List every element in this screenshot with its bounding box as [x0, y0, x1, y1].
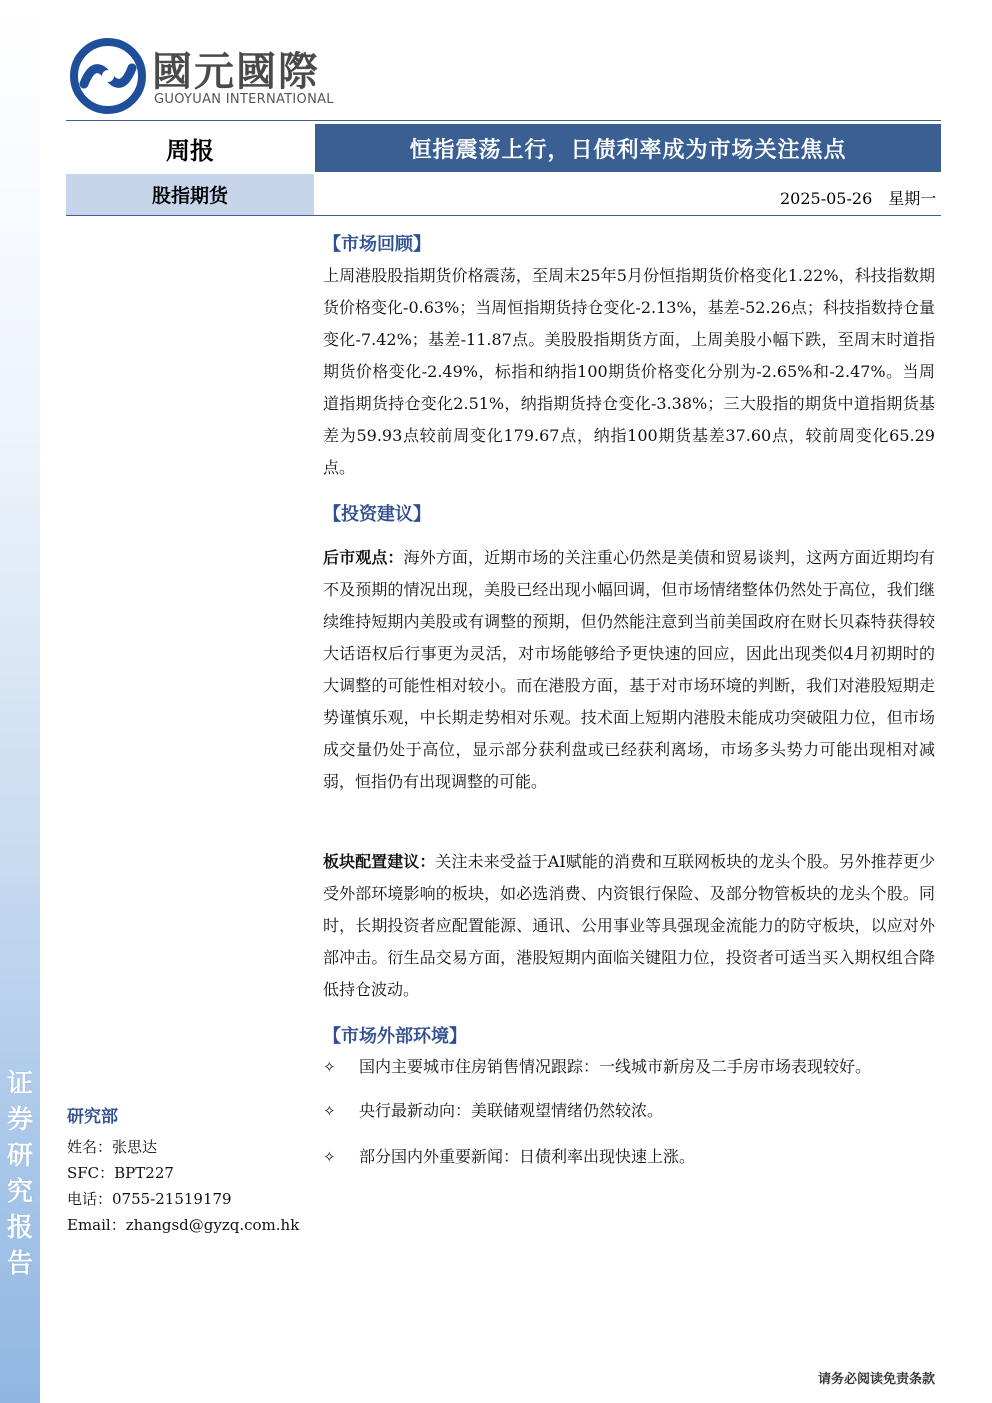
- external-env-title: 【市场外部环境】: [323, 1026, 467, 1047]
- diamond-bullet-icon: ✧: [323, 1058, 336, 1076]
- vertical-char: 券: [6, 1105, 33, 1135]
- vertical-char: 究: [6, 1177, 33, 1207]
- logo-mark-icon: [70, 38, 146, 114]
- list-item-text: 国内主要城市住房销售情况跟踪：一线城市新房及二手房市场表现较好。: [359, 1057, 872, 1076]
- market-review-text: 上周港股股指期货价格震荡，至周末25年5月份恒指期货价格变化1.22%，科技指数期货价格变化-0.63%；当周恒指期货持仓变化-2.13%，基差-52.26点；科技指数持仓量变化-7.42%；基差-11.87点。美股股指期货方面，上周美股小幅下跌，至周末时道指期货价格变化-2.49%，标指和纳指100期货价格变化分别为-2.65%和-2.47%。当周道指期货持仓变化2.51%，纳指期货持仓变化-3.38%；三大股指的期货中道指期货基差为59.93点较前周变化179.67点，纳指100期货基差37.60点，较前周变化65.29点。: [323, 266, 935, 477]
- market-review-title: 【市场回顾】: [323, 234, 431, 255]
- vertical-char: 证: [6, 1069, 33, 1099]
- report-date: 2025-05-26 星期一: [780, 189, 937, 208]
- list-item-text: 部分国内外重要新闻：日债利率出现快速上涨。: [359, 1147, 696, 1166]
- header-top-rule: [66, 120, 941, 121]
- list-item: [323, 1055, 943, 1079]
- analyst-name: 姓名：张思达: [67, 1138, 158, 1156]
- list-item-text: 央行最新动向：美联储观望情绪仍然较浓。: [359, 1101, 664, 1120]
- report-type: 周报: [166, 135, 214, 165]
- investment-advice-title: 【投资建议】: [323, 504, 431, 525]
- logo-name-en: GUOYUAN INTERNATIONAL: [154, 92, 334, 107]
- dept-name: 研究部: [67, 1107, 118, 1127]
- analyst-phone: 电话：0755-21519179: [67, 1190, 232, 1208]
- disclaimer-link[interactable]: 请务必阅读免责条款: [818, 1372, 936, 1387]
- analyst-sfc: SFC：BPT227: [67, 1164, 174, 1182]
- header-bottom-rule: [66, 215, 941, 216]
- outlook-text: 海外方面，近期市场的关注重心仍然是美债和贸易谈判，这两方面近期均有不及预期的情况出现，美股已经出现小幅回调，但市场情绪整体仍然处于高位，我们继续维持短期内美股或有调整的预期，但仍然能注意到当前美国政府在财长贝森特获得较大话语权后行事更为灵活，对市场能够给予更快速的回应，因此出现类似4月初期时的大调整的可能性相对较小。而在港股方面，基于对市场环境的判断，我们对港股短期走势谨慎乐观，中长期走势相对乐观。技术面上短期内港股未能成功突破阻力位，但市场成交量仍处于高位，显示部分获利盘或已经获利离场，市场多头势力可能出现相对减弱，恒指仍有出现调整的可能。: [323, 548, 935, 791]
- report-category: 股指期货: [66, 174, 314, 215]
- list-item: [323, 1099, 943, 1123]
- analyst-contact: [67, 1104, 299, 1238]
- list-item: [323, 1145, 943, 1169]
- company-logo: [70, 36, 340, 118]
- logo-name-cn: 國元國際: [152, 49, 320, 95]
- sector-label: 板块配置建议：: [323, 852, 436, 871]
- diamond-bullet-icon: ✧: [323, 1148, 336, 1166]
- diamond-bullet-icon: ✧: [323, 1102, 336, 1120]
- report-title: 恒指震荡上行，日债利率成为市场关注焦点: [315, 124, 941, 172]
- vertical-char: 告: [6, 1249, 33, 1279]
- vertical-char: 研: [6, 1141, 33, 1171]
- analyst-email[interactable]: Email：zhangsd@gyzq.com.hk: [67, 1216, 300, 1234]
- vertical-label: [2, 1066, 38, 1282]
- vertical-char: 报: [6, 1213, 33, 1243]
- outlook-label: 后市观点：: [323, 548, 404, 567]
- sector-text: 关注未来受益于AI赋能的消费和互联网板块的龙头个股。另外推荐更少受外部环境影响的板块，如必选消费、内资银行保险、及部分物管板块的龙头个股。同时，长期投资者应配置能源、通讯、公用事业等具强现金流能力的防守板块，以应对外部冲击。衍生品交易方面，港股短期内面临关键阻力位，投资者可适当买入期权组合降低持仓波动。: [323, 852, 935, 999]
- sector-paragraph: [323, 846, 935, 1006]
- outlook-paragraph: [323, 542, 935, 798]
